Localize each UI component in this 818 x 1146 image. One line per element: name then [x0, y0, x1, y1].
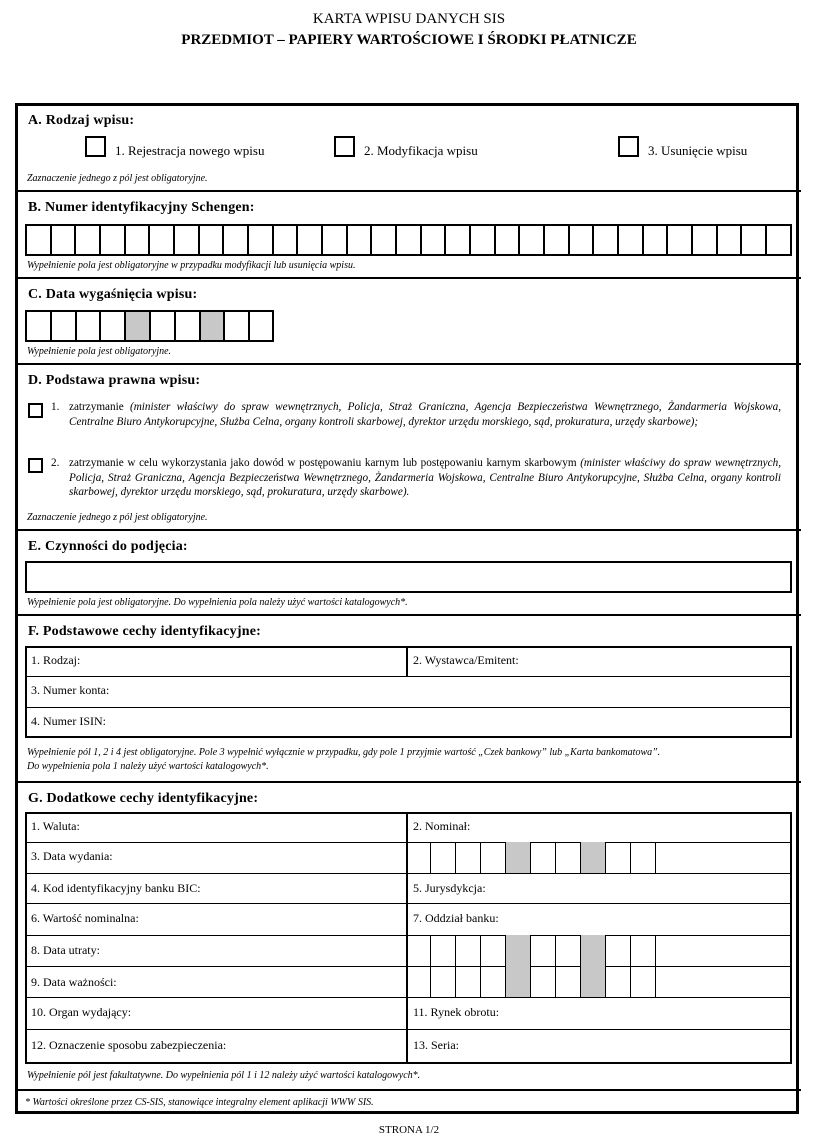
- date-digit-cell[interactable]: [77, 312, 102, 340]
- field-validity-date-label: 9. Data ważności:: [31, 975, 117, 989]
- legal-basis-1-text: [69, 400, 781, 429]
- date-digit-cell[interactable]: [225, 312, 250, 340]
- issue-date-grid[interactable]: [406, 842, 658, 873]
- checkbox-legal-basis-evidence[interactable]: [28, 458, 43, 473]
- date-separator-cell: [506, 935, 531, 966]
- option-new-entry-label: 1. Rejestracja nowego wpisu: [115, 143, 265, 158]
- legal-basis-2-text: [69, 456, 781, 500]
- legal-basis-1-authorities: (minister właściwy do spraw wewnętrznych, Policja, Straż Graniczna, Agencja Bezpieczeństwa Wewnętrznego, Żandarmeria Wojskowa, Centralne Biuro Antykorupcyjne, Służba Celna, organy kontroli skarbowej, dyrektor urzędu morskiego, sąd, prokuratura, urzędy skarbowe);: [69, 401, 782, 428]
- date-digit-cell[interactable]: [606, 966, 631, 997]
- date-digit-cell[interactable]: [531, 966, 556, 997]
- option-modify-entry-label: 2. Modyfikacja wpisu: [364, 143, 478, 158]
- date-separator-cell: [581, 842, 606, 873]
- schengen-id-cell[interactable]: [619, 226, 644, 254]
- schengen-id-cell[interactable]: [594, 226, 619, 254]
- date-digit-cell[interactable]: [406, 966, 431, 997]
- field-isin-label[interactable]: 4. Numer ISIN:: [31, 714, 106, 728]
- date-digit-cell[interactable]: [456, 935, 481, 966]
- schengen-id-cell[interactable]: [150, 226, 175, 254]
- date-digit-cell[interactable]: [151, 312, 176, 340]
- date-digit-cell[interactable]: [531, 842, 556, 873]
- schengen-id-cell[interactable]: [175, 226, 200, 254]
- schengen-id-cell[interactable]: [52, 226, 77, 254]
- schengen-id-cell[interactable]: [767, 226, 790, 254]
- schengen-id-cell[interactable]: [224, 226, 249, 254]
- section-b-note: Wypełnienie pola jest obligatoryjne w przypadku modyfikacji lub usunięcia wpisu.: [27, 260, 356, 271]
- schengen-id-cell[interactable]: [693, 226, 718, 254]
- date-digit-cell[interactable]: [606, 842, 631, 873]
- field-nominal-value-label[interactable]: 6. Wartość nominalna:: [31, 911, 139, 925]
- field-security-marking-label[interactable]: 12. Oznaczenie sposobu zabezpieczenia:: [31, 1038, 227, 1052]
- checkbox-legal-basis-seizure[interactable]: [28, 403, 43, 418]
- legal-basis-2-number: 2.: [51, 457, 60, 469]
- field-issuer-label[interactable]: 2. Wystawca/Emitent:: [413, 653, 519, 667]
- actions-input[interactable]: [25, 561, 792, 593]
- legal-basis-1-number: 1.: [51, 401, 60, 413]
- table-divider: [406, 646, 408, 677]
- separator-f-g: [15, 781, 801, 783]
- checkbox-new-entry[interactable]: [85, 136, 106, 157]
- date-separator-cell: [201, 312, 226, 340]
- separator-g-footnote: [15, 1089, 801, 1091]
- table-row-divider: [25, 873, 792, 874]
- schengen-id-cell[interactable]: [496, 226, 521, 254]
- date-separator-cell: [506, 966, 531, 997]
- section-b-title: B. Numer identyfikacyjny Schengen:: [28, 200, 255, 215]
- table-row-divider: [25, 1029, 792, 1030]
- schengen-id-cell[interactable]: [372, 226, 397, 254]
- date-digit-cell[interactable]: [481, 966, 506, 997]
- section-g-title: G. Dodatkowe cechy identyfikacyjne:: [28, 791, 259, 806]
- date-digit-cell[interactable]: [456, 966, 481, 997]
- schengen-id-cell[interactable]: [570, 226, 595, 254]
- form-subtitle: PRZEDMIOT – PAPIERY WARTOŚCIOWE I ŚRODKI PŁATNICZE: [181, 32, 637, 48]
- date-digit-cell[interactable]: [101, 312, 126, 340]
- date-digit-cell[interactable]: [176, 312, 201, 340]
- schengen-id-input[interactable]: [25, 224, 792, 256]
- date-separator-cell: [506, 842, 531, 873]
- separator-d-e: [15, 529, 801, 531]
- section-e-note: Wypełnienie pola jest obligatoryjne. Do wypełnienia pola należy użyć wartości katalogowych*.: [27, 597, 408, 608]
- table-row-divider: [25, 997, 792, 998]
- date-digit-cell[interactable]: [531, 935, 556, 966]
- schengen-id-cell[interactable]: [718, 226, 743, 254]
- date-digit-cell[interactable]: [556, 842, 581, 873]
- table-row-divider: [25, 676, 792, 677]
- legal-basis-1-main: zatrzymanie: [69, 401, 124, 413]
- date-digit-cell[interactable]: [250, 312, 272, 340]
- date-digit-cell[interactable]: [431, 842, 456, 873]
- schengen-id-cell[interactable]: [471, 226, 496, 254]
- legal-basis-2-authorities: (minister właściwy do spraw wewnętrznych, Policja, Straż Graniczna, Agencja Bezpieczeństwa Wewnętrznego, Żandarmeria Wojskowa, Centralne Biuro Antykorupcyjne, Służba Celna, organy kontroli skarbowej, dyrektor urzędu morskiego, sąd, prokuratura, urzędy skarbowe).: [69, 457, 782, 498]
- table-row-divider: [25, 707, 792, 708]
- expiry-date-input[interactable]: [25, 310, 274, 342]
- schengen-id-cell[interactable]: [274, 226, 299, 254]
- validity-date-grid[interactable]: [406, 966, 658, 997]
- date-separator-cell: [581, 966, 606, 997]
- field-type-label[interactable]: 1. Rodzaj:: [31, 653, 81, 667]
- schengen-id-cell[interactable]: [200, 226, 225, 254]
- field-account-number-label[interactable]: 3. Numer konta:: [31, 683, 110, 697]
- date-digit-cell[interactable]: [631, 966, 656, 997]
- field-bank-branch-label[interactable]: 7. Oddział banku:: [413, 911, 499, 925]
- form-title: KARTA WPISU DANYCH SIS: [312, 11, 506, 27]
- date-digit-cell[interactable]: [606, 935, 631, 966]
- field-bic-label[interactable]: 4. Kod identyfikacyjny banku BIC:: [31, 881, 201, 895]
- schengen-id-cell[interactable]: [348, 226, 373, 254]
- checkbox-delete-entry[interactable]: [618, 136, 639, 157]
- footnote: * Wartości określone przez CS-SIS, stanowiące integralny element aplikacji WWW SIS.: [25, 1097, 374, 1108]
- date-digit-cell[interactable]: [27, 312, 52, 340]
- separator-c-d: [15, 363, 801, 365]
- schengen-id-cell[interactable]: [249, 226, 274, 254]
- date-digit-cell[interactable]: [556, 966, 581, 997]
- date-digit-cell[interactable]: [456, 842, 481, 873]
- page-number: STRONA 1/2: [378, 1124, 440, 1136]
- date-digit-cell[interactable]: [481, 935, 506, 966]
- schengen-id-cell[interactable]: [126, 226, 151, 254]
- schengen-id-cell[interactable]: [742, 226, 767, 254]
- separator-a-b: [15, 190, 801, 192]
- date-separator-cell: [581, 935, 606, 966]
- date-digit-cell[interactable]: [406, 935, 431, 966]
- section-d-note: Zaznaczenie jednego z pól jest obligatoryjne.: [27, 512, 208, 523]
- field-jurisdiction-label[interactable]: 5. Jurysdykcja:: [413, 881, 486, 895]
- schengen-id-cell[interactable]: [545, 226, 570, 254]
- schengen-id-cell[interactable]: [101, 226, 126, 254]
- section-a-note: Zaznaczenie jednego z pól jest obligatoryjne.: [27, 173, 208, 184]
- section-f-title: F. Podstawowe cechy identyfikacyjne:: [28, 624, 261, 639]
- section-g-note: Wypełnienie pól jest fakultatywne. Do wypełnienia pól 1 i 12 należy użyć wartości katalogowych*.: [27, 1070, 421, 1081]
- date-digit-cell[interactable]: [406, 842, 431, 873]
- field-loss-date-label: 8. Data utraty:: [31, 943, 100, 957]
- date-digit-cell[interactable]: [481, 842, 506, 873]
- field-issuing-authority-label[interactable]: 10. Organ wydający:: [31, 1005, 132, 1019]
- section-f-note-1: Wypełnienie pól 1, 2 i 4 jest obligatoryjne. Pole 3 wypełnić wyłącznie w przypadku, gdy pole 1 przyjmie wartość „Czek bankowy” lub „Karta bankomatowa”.: [27, 747, 661, 758]
- schengen-id-cell[interactable]: [298, 226, 323, 254]
- schengen-id-cell[interactable]: [422, 226, 447, 254]
- date-separator-cell: [126, 312, 151, 340]
- schengen-id-cell[interactable]: [27, 226, 52, 254]
- legal-basis-2-main: zatrzymanie w celu wykorzystania jako dowód w postępowaniu karnym lub postępowaniu karnym skarbowym: [69, 457, 577, 469]
- date-digit-cell[interactable]: [52, 312, 77, 340]
- section-d-title: D. Podstawa prawna wpisu:: [28, 373, 201, 388]
- field-currency-label[interactable]: 1. Waluta:: [31, 819, 80, 833]
- basic-features-table: [25, 646, 792, 738]
- checkbox-modify-entry[interactable]: [334, 136, 355, 157]
- schengen-id-cell[interactable]: [323, 226, 348, 254]
- loss-date-grid[interactable]: [406, 935, 658, 966]
- date-digit-cell[interactable]: [631, 935, 656, 966]
- section-e-title: E. Czynności do podjęcia:: [28, 539, 188, 554]
- schengen-id-cell[interactable]: [644, 226, 669, 254]
- field-series-label[interactable]: 13. Seria:: [413, 1038, 459, 1052]
- date-digit-cell[interactable]: [631, 842, 656, 873]
- section-a-title: A. Rodzaj wpisu:: [28, 113, 135, 128]
- date-digit-cell[interactable]: [556, 935, 581, 966]
- schengen-id-cell[interactable]: [668, 226, 693, 254]
- section-c-note: Wypełnienie pola jest obligatoryjne.: [27, 346, 172, 357]
- table-row-divider: [25, 903, 792, 904]
- date-digit-cell[interactable]: [431, 935, 456, 966]
- field-issue-date-label: 3. Data wydania:: [31, 849, 113, 863]
- section-f-note-2: Do wypełnienia pola 1 należy użyć wartości katalogowych*.: [27, 761, 269, 772]
- schengen-id-cell[interactable]: [446, 226, 471, 254]
- field-trading-market-label[interactable]: 11. Rynek obrotu:: [413, 1005, 500, 1019]
- date-digit-cell[interactable]: [431, 966, 456, 997]
- schengen-id-cell[interactable]: [397, 226, 422, 254]
- option-delete-entry-label: 3. Usunięcie wpisu: [648, 143, 748, 158]
- separator-e-f: [15, 614, 801, 616]
- separator-b-c: [15, 277, 801, 279]
- schengen-id-cell[interactable]: [76, 226, 101, 254]
- schengen-id-cell[interactable]: [520, 226, 545, 254]
- field-denomination-label[interactable]: 2. Nominał:: [413, 819, 471, 833]
- section-c-title: C. Data wygaśnięcia wpisu:: [28, 287, 198, 302]
